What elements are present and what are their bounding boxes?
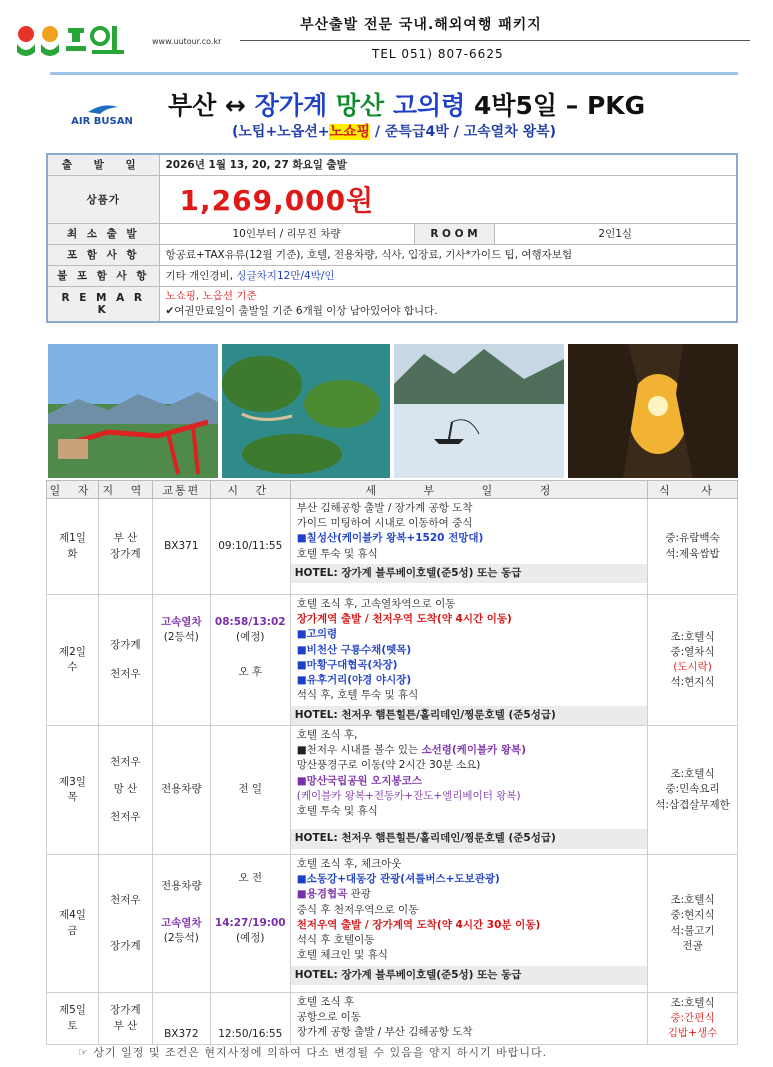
header-tagline: 부산출발 전문 국내.해외여행 패키지 <box>300 17 542 33</box>
day5-transport: BX372 <box>152 993 210 1045</box>
subtitle-suffix: / 준특급4박 / 고속열차 왕복) <box>370 124 557 140</box>
col-header-date: 일 자 <box>47 481 99 499</box>
air-busan-logo <box>66 104 138 132</box>
day3-line4: (케이블카 왕복+전동카+잔도+엘리베이터 왕복) <box>296 789 521 802</box>
day3-meals <box>648 726 738 855</box>
page-subtitle <box>232 121 556 141</box>
day2-time-note: (예정) <box>236 631 265 644</box>
price-label: 상품가 <box>47 175 159 223</box>
day3-region1: 천저우 <box>110 756 141 769</box>
subtitle-prefix: (노팁+노옵션+ <box>232 124 330 140</box>
day4-hotel: HOTEL: 장가계 블루베이호텔(준5성) 또는 동급 <box>291 966 647 985</box>
day5-region: 장가계 부 산 <box>98 993 152 1045</box>
day4-region1: 천저우 <box>110 894 141 907</box>
title-duration: 4박5일 – PKG <box>465 91 646 120</box>
day1-time: 09:10/11:55 <box>210 499 290 595</box>
day2-time <box>210 595 290 726</box>
day3-time: 전 일 <box>210 726 290 855</box>
day5-detail <box>290 993 647 1045</box>
room-label: R O O M <box>414 223 494 244</box>
col-header-transport: 교통편 <box>152 481 210 499</box>
day1-meal-dinner: 석:제육쌈밥 <box>665 547 720 560</box>
day4-time-note: (예정) <box>236 932 265 945</box>
day2-transport-class: (2등석) <box>163 631 199 644</box>
remark-highlight: 노쇼핑, 노옵션 기준 <box>165 290 257 303</box>
header-accent-rule <box>50 72 738 75</box>
day3-detail <box>290 726 647 855</box>
day2-attraction3: ■마황구대협곡(차장) <box>296 658 398 671</box>
remark-label: R E M A R K <box>47 286 159 322</box>
day2-meal-dinner: 석:현지식 <box>670 676 715 689</box>
remark-text: ✔여권만료일이 출발일 기준 6개월 이상 남아있어야 합니다. <box>165 304 438 317</box>
day5-line1: 호텔 조식 후 <box>296 996 355 1008</box>
col-header-meal: 식 사 <box>648 481 738 499</box>
departure-label: 출 발 일 <box>47 154 159 175</box>
day2-hotel: HOTEL: 천저우 햄튼힐튼/홀리데인/찡룬호텔 (준5성급) <box>291 706 647 725</box>
remark-row <box>47 286 737 322</box>
photo-strip <box>46 344 738 480</box>
day4-meal-dinner: 석:불고기 <box>670 924 715 937</box>
day3-date: 제3일 목 <box>47 726 99 855</box>
single-charge: 싱글차지12만/4박/인 <box>236 270 335 282</box>
day2-after: 석식 후, 호텔 투숙 및 휴식 <box>296 689 419 702</box>
day4-date: 제4일 금 <box>47 855 99 993</box>
day5-meal-lunch: 중:간편식 <box>670 1011 715 1024</box>
day4-time <box>210 855 290 993</box>
day2-attraction2: ■비천산 구룡수채(뗏목) <box>296 643 412 656</box>
day4-region2: 장가계 <box>110 939 141 952</box>
day3-line1: 호텔 조식 후, <box>296 729 358 741</box>
day4-transport-train: 고속열차 <box>161 917 202 930</box>
day1-meal-lunch: 중:유람백숙 <box>665 532 720 545</box>
day1-line1: 부산 김해공항 출발 / 장가계 공항 도착 <box>296 502 473 514</box>
day4-line6: 호텔 체크인 및 휴식 <box>296 949 388 962</box>
min-departure-label: 최 소 출 발 <box>47 223 159 244</box>
day2-attraction1: ■고의령 <box>296 628 338 641</box>
title-origin: 부산 ↔ <box>168 91 255 120</box>
day2-meal-lunch: 중:열차식 <box>670 645 715 658</box>
day3-after: 호텔 투숙 및 휴식 <box>296 805 378 818</box>
day1-hotel: HOTEL: 장가계 블루베이호텔(준5성) 또는 동급 <box>291 564 647 583</box>
day4-time-morning: 오 전 <box>238 872 263 884</box>
header-divider <box>240 40 750 41</box>
day3-line3: 망산풍경구로 이동(약 2시간 30분 소요) <box>296 759 481 772</box>
day1-transport: BX371 <box>152 499 210 595</box>
itinerary-row-day4 <box>47 855 738 993</box>
exclude-row <box>47 265 737 286</box>
day2-meal-lunch-note: (도시락) <box>673 661 712 673</box>
day4-transport-car: 전용차량 <box>161 880 202 892</box>
day1-meals <box>648 499 738 595</box>
day2-region1: 장가계 <box>110 638 141 651</box>
day4-time-train: 14:27/19:00 <box>214 917 286 930</box>
include-label: 포 함 사 항 <box>47 244 159 265</box>
itinerary-row-day1 <box>47 499 738 595</box>
exclude-value: 기타 개인경비, <box>165 270 237 282</box>
day2-detail <box>290 595 647 726</box>
remark-cell <box>159 286 737 322</box>
min-departure-value: 10인부터 / 리무진 차량 <box>159 223 414 244</box>
itinerary-row-day5 <box>47 993 738 1045</box>
room-value: 2인1실 <box>494 223 737 244</box>
day4-gorge-suffix: 관광 <box>347 888 371 901</box>
day4-detail <box>290 855 647 993</box>
header-telephone: TEL 051) 807-6625 <box>372 47 504 61</box>
day2-region2: 천저우 <box>110 668 141 680</box>
day4-line5: 석식 후 호텔이동 <box>296 934 375 947</box>
col-header-region: 지 역 <box>98 481 152 499</box>
photo-misty-river <box>394 344 564 478</box>
day5-meal-breakfast: 조:호텔식 <box>670 996 715 1009</box>
day3-attraction: ■망산국립공원 오지봉코스 <box>296 774 422 787</box>
subtitle-highlight: 노쇼핑 <box>329 124 371 140</box>
departure-value: 2026년 1월 13, 20, 27 화요일 출발 <box>159 154 737 175</box>
day3-meal-dinner: 석:삼겹살무제한 <box>655 798 730 811</box>
day5-line2: 공항으로 이동 <box>296 1011 361 1024</box>
day3-region2: 망 산 <box>113 783 138 796</box>
day4-meal-lunch: 중:현지식 <box>670 909 715 922</box>
photo-lake-islands <box>222 344 390 478</box>
include-row <box>47 244 737 265</box>
col-header-time: 시 간 <box>210 481 290 499</box>
airplane-icon <box>88 104 118 116</box>
day5-meal-lunch-note: 김밥+생수 <box>667 1027 718 1040</box>
title-destination-1: 장가계 <box>254 91 328 120</box>
title-destination-3: 고의령 <box>392 91 466 120</box>
day4-line3: 중식 후 천저우역으로 이동 <box>296 903 419 916</box>
price-cell <box>159 175 737 223</box>
day4-attraction2 <box>297 887 641 902</box>
include-value: 항공료+TAX유류(12월 기준), 호텔, 전용차량, 식사, 입장료, 기사*가이드 팁, 여행자보험 <box>159 244 737 265</box>
day4-meals <box>648 855 738 993</box>
day1-after: 호텔 투숙 및 휴식 <box>296 547 378 560</box>
day4-meal-breakfast: 조:호텔식 <box>670 894 715 907</box>
day3-line2-text: ■천저우 시내를 볼수 있는 <box>296 744 422 757</box>
day4-meal-dinner-2: 전골 <box>682 939 703 952</box>
day2-transport-train: 고속열차 <box>161 616 202 628</box>
min-departure-row <box>47 223 737 244</box>
day3-cable-car: 소선령(케이블카 왕복) <box>421 744 526 757</box>
day4-transport-class: (2등석) <box>163 932 199 945</box>
page-title <box>168 86 645 122</box>
day4-line1: 호텔 조식 후, 체크아웃 <box>296 858 402 870</box>
day4-region <box>98 855 152 993</box>
day2-line1: 호텔 조식 후, 고속열차역으로 이동 <box>296 598 456 610</box>
day4-attraction1: ■소동강+대동강 관광(셔틀버스+도보관광) <box>296 873 500 886</box>
price-row <box>47 175 737 223</box>
page-header <box>0 0 773 72</box>
exclude-label: 불 포 함 사 항 <box>47 265 159 286</box>
day3-meal-breakfast: 조:호텔식 <box>670 768 715 781</box>
departure-row <box>47 154 737 175</box>
brand-url: www.uutour.co.kr <box>152 37 222 46</box>
day2-time-train: 08:58/13:02 <box>214 616 286 628</box>
photo-sunset-cliffs <box>568 344 738 478</box>
photo-glass-skywalk <box>48 344 218 478</box>
title-destination-2: 망산 <box>327 91 393 120</box>
price-value: 1,269,000원 <box>179 184 375 217</box>
day2-attraction4: ■유후거리(야경 야시장) <box>296 674 412 687</box>
day3-hotel: HOTEL: 천저우 햄튼힐튼/홀리데인/찡룬호텔 (준5성급) <box>291 829 647 848</box>
day3-region <box>98 726 152 855</box>
itinerary-row-day2 <box>47 595 738 726</box>
day5-date: 제5일 토 <box>47 993 99 1045</box>
day4-line4: 천저우역 출발 / 장가계역 도착(약 4시간 30분 이동) <box>296 918 541 931</box>
day2-line2: 장가계역 출발 / 천저우역 도착(약 4시간 이동) <box>296 613 512 626</box>
day3-meal-lunch: 중:민속요리 <box>665 783 720 796</box>
day2-meal-breakfast: 조:호텔식 <box>670 630 715 643</box>
day2-region <box>98 595 152 726</box>
footer-notice: ☞ 상기 일정 및 조건은 현지사정에 의하여 다소 변경될 수 있음을 양지 하시기 바랍니다. <box>78 1046 548 1059</box>
day1-detail <box>290 499 647 595</box>
product-info-table <box>46 153 738 323</box>
day3-transport: 전용차량 <box>152 726 210 855</box>
day1-date: 제1일 화 <box>47 499 99 595</box>
day1-attraction: ■칠성산(케이블카 왕복+1520 전망대) <box>296 532 484 545</box>
day3-region3: 천저우 <box>110 810 141 823</box>
day1-line2: 가이드 미팅하여 시내로 이동하여 중식 <box>296 517 473 530</box>
day3-line2 <box>297 743 641 758</box>
day1-region: 부 산 장가계 <box>98 499 152 595</box>
day4-gorge: ■용경협곡 <box>296 888 348 901</box>
day5-time: 12:50/16:55 <box>210 993 290 1045</box>
col-header-detail: 세 부 일 정 <box>290 481 647 499</box>
airline-name: AIR BUSAN <box>71 116 133 127</box>
itinerary-table <box>46 480 738 1045</box>
uutour-logo <box>14 22 144 62</box>
day5-meals <box>648 993 738 1045</box>
day5-line3: 장가계 공항 출발 / 부산 김해공항 도착 <box>296 1026 473 1039</box>
itinerary-row-day3 <box>47 726 738 855</box>
day2-meals <box>648 595 738 726</box>
itinerary-header-row <box>47 481 738 499</box>
day2-time-afternoon: 오 후 <box>238 666 263 679</box>
day4-transport <box>152 855 210 993</box>
day2-date: 제2일 수 <box>47 595 99 726</box>
exclude-cell <box>159 265 737 286</box>
day2-transport <box>152 595 210 726</box>
